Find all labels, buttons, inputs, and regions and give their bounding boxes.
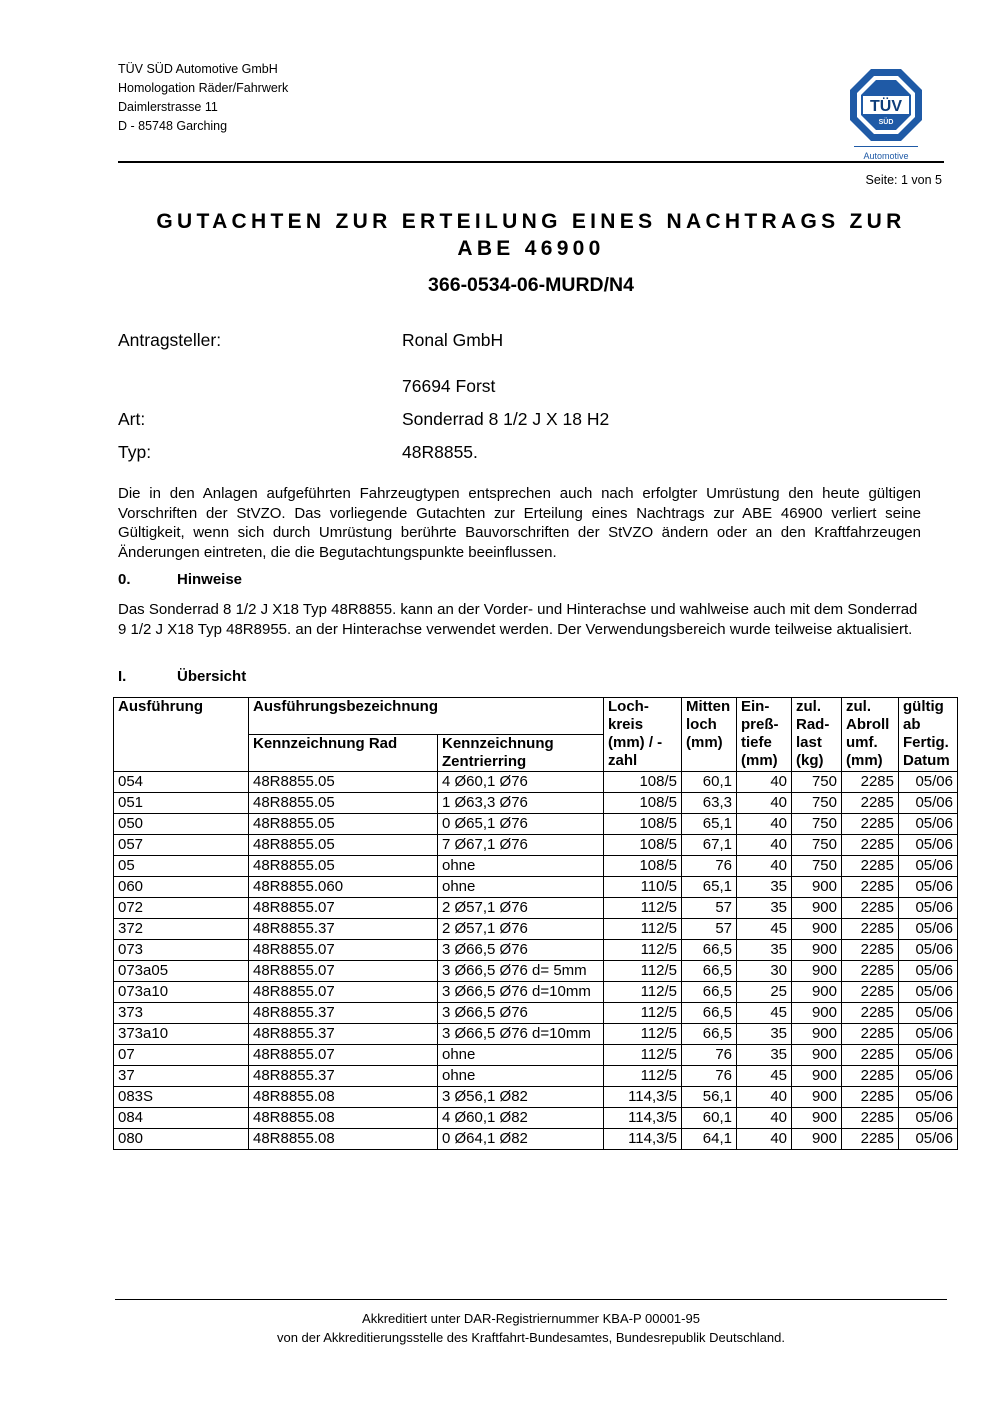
cell-abrollumfang: 2285 (842, 1129, 899, 1150)
cell-radlast: 750 (792, 856, 842, 877)
cell-radlast: 900 (792, 1066, 842, 1087)
cell-kennzeichnung-rad: 48R8855.37 (249, 1003, 438, 1024)
cell-gueltig: 05/06 (899, 1024, 958, 1045)
cell-ausfuehrung: 05 (114, 856, 249, 877)
cell-radlast: 900 (792, 1024, 842, 1045)
cell-mittenloch: 76 (682, 1066, 737, 1087)
page-number: Seite: 1 von 5 (865, 173, 942, 187)
cell-gueltig: 05/06 (899, 919, 958, 940)
cell-kennzeichnung-ring: 1 Ø63,3 Ø76 (438, 793, 604, 814)
table-row (114, 772, 958, 793)
cell-einpresstiefe: 35 (737, 898, 792, 919)
table-row (114, 793, 958, 814)
cell-kennzeichnung-ring: ohne (438, 856, 604, 877)
table-row (114, 919, 958, 940)
cell-mittenloch: 65,1 (682, 877, 737, 898)
cell-lochkreis: 108/5 (604, 856, 682, 877)
cell-einpresstiefe: 40 (737, 835, 792, 856)
intro-paragraph: Die in den Anlagen aufgeführten Fahrzeugtypen entsprechen auch nach erfolgter Umrüstung den heute gültigen Vorschriften der StVZO. Das vorliegende Gutachten zur Erteilung eines Nachtrags zur ABE 46900 verliert seine Gültigkeit, wenn sich durch Umrüstung berührte Bauvorschriften der StVZO ändern oder an den Kraftfahrzeugen Änderungen eintreten, die die Begutachtungspunkte beeinflussen. (118, 485, 921, 561)
type-value: Sonderrad 8 1/2 J X 18 H2 (402, 409, 610, 429)
cell-kennzeichnung-ring: 0 Ø65,1 Ø76 (438, 814, 604, 835)
cell-kennzeichnung-ring: ohne (438, 877, 604, 898)
logo-caption: Automotive (863, 151, 909, 161)
cell-kennzeichnung-rad: 48R8855.07 (249, 1045, 438, 1066)
cell-kennzeichnung-rad: 48R8855.05 (249, 856, 438, 877)
col-header-gueltig: gültig ab Fertig. Datum (899, 698, 958, 772)
cell-ausfuehrung: 080 (114, 1129, 249, 1150)
cell-kennzeichnung-rad: 48R8855.05 (249, 835, 438, 856)
cell-radlast: 900 (792, 982, 842, 1003)
footer (118, 1309, 944, 1347)
col-header-radlast: zul. Rad-last (kg) (792, 698, 842, 772)
cell-radlast: 750 (792, 793, 842, 814)
cell-gueltig: 05/06 (899, 835, 958, 856)
cell-abrollumfang: 2285 (842, 940, 899, 961)
overview-table-body (114, 772, 958, 1150)
table-row (114, 856, 958, 877)
cell-kennzeichnung-ring: 3 Ø66,5 Ø76 (438, 1003, 604, 1024)
cell-radlast: 900 (792, 1129, 842, 1150)
cell-gueltig: 05/06 (899, 793, 958, 814)
cell-lochkreis: 112/5 (604, 1066, 682, 1087)
table-row (114, 1024, 958, 1045)
cell-kennzeichnung-ring: 3 Ø66,5 Ø76 d=10mm (438, 982, 604, 1003)
cell-radlast: 900 (792, 961, 842, 982)
cell-kennzeichnung-rad: 48R8855.08 (249, 1108, 438, 1129)
cell-gueltig: 05/06 (899, 982, 958, 1003)
cell-mittenloch: 66,5 (682, 961, 737, 982)
cell-einpresstiefe: 35 (737, 940, 792, 961)
table-row (114, 1129, 958, 1150)
col-header-abrollumfang: zul. Abroll umf. (mm) (842, 698, 899, 772)
cell-radlast: 750 (792, 772, 842, 793)
table-row (114, 961, 958, 982)
col-header-lochkreis: Loch-kreis (mm) / -zahl (604, 698, 682, 772)
col-header-ausfuehrung: Ausführung (114, 698, 249, 772)
cell-radlast: 900 (792, 1087, 842, 1108)
header-divider (118, 161, 944, 163)
cell-radlast: 900 (792, 877, 842, 898)
col-header-einpresstiefe: Ein-preß-tiefe (mm) (737, 698, 792, 772)
cell-lochkreis: 108/5 (604, 814, 682, 835)
cell-radlast: 900 (792, 919, 842, 940)
cell-radlast: 900 (792, 940, 842, 961)
address-line: D - 85748 Garching (118, 119, 228, 133)
col-header-kennzeichnung-rad: Kennzeichnung Rad (249, 735, 438, 772)
col-header-kennzeichnung-zentrierring: Kennzeichnung Zentrierring (438, 735, 604, 772)
cell-abrollumfang: 2285 (842, 1108, 899, 1129)
table-row (114, 1066, 958, 1087)
cell-kennzeichnung-ring: 4 Ø60,1 Ø76 (438, 772, 604, 793)
cell-kennzeichnung-ring: 2 Ø57,1 Ø76 (438, 898, 604, 919)
cell-einpresstiefe: 45 (737, 1003, 792, 1024)
table-row (114, 877, 958, 898)
cell-einpresstiefe: 35 (737, 1024, 792, 1045)
cell-lochkreis: 110/5 (604, 877, 682, 898)
cell-lochkreis: 114,3/5 (604, 1087, 682, 1108)
cell-gueltig: 05/06 (899, 1003, 958, 1024)
cell-kennzeichnung-ring: 3 Ø56,1 Ø82 (438, 1087, 604, 1108)
cell-lochkreis: 112/5 (604, 982, 682, 1003)
footer-line-1: Akkreditiert unter DAR-Registriernummer KBA-P 00001-95 (362, 1311, 700, 1326)
cell-ausfuehrung: 054 (114, 772, 249, 793)
cell-abrollumfang: 2285 (842, 772, 899, 793)
table-row (114, 1003, 958, 1024)
cell-lochkreis: 112/5 (604, 961, 682, 982)
cell-kennzeichnung-ring: 3 Ø66,5 Ø76 (438, 940, 604, 961)
document-title (118, 208, 944, 262)
cell-mittenloch: 67,1 (682, 835, 737, 856)
cell-gueltig: 05/06 (899, 814, 958, 835)
model-value: 48R8855. (402, 442, 478, 462)
cell-kennzeichnung-ring: 7 Ø67,1 Ø76 (438, 835, 604, 856)
cell-einpresstiefe: 40 (737, 1108, 792, 1129)
cell-kennzeichnung-rad: 48R8855.37 (249, 1024, 438, 1045)
sender-address (118, 60, 288, 136)
cell-gueltig: 05/06 (899, 940, 958, 961)
cell-kennzeichnung-rad: 48R8855.05 (249, 793, 438, 814)
cell-abrollumfang: 2285 (842, 982, 899, 1003)
cell-ausfuehrung: 051 (114, 793, 249, 814)
cell-einpresstiefe: 40 (737, 856, 792, 877)
cell-ausfuehrung: 373 (114, 1003, 249, 1024)
cell-einpresstiefe: 40 (737, 772, 792, 793)
footer-divider (115, 1299, 947, 1300)
cell-lochkreis: 108/5 (604, 793, 682, 814)
cell-einpresstiefe: 25 (737, 982, 792, 1003)
cell-ausfuehrung: 084 (114, 1108, 249, 1129)
cell-mittenloch: 76 (682, 856, 737, 877)
cell-einpresstiefe: 40 (737, 814, 792, 835)
cell-gueltig: 05/06 (899, 1066, 958, 1087)
cell-ausfuehrung: 073a10 (114, 982, 249, 1003)
cell-gueltig: 05/06 (899, 1087, 958, 1108)
cell-gueltig: 05/06 (899, 1045, 958, 1066)
cell-kennzeichnung-rad: 48R8855.060 (249, 877, 438, 898)
logo-text-mid: SÜD (878, 119, 894, 126)
cell-einpresstiefe: 40 (737, 1087, 792, 1108)
cell-kennzeichnung-ring: 3 Ø66,5 Ø76 d= 5mm (438, 961, 604, 982)
title-line-1: GUTACHTEN ZUR ERTEILUNG EINES NACHTRAGS ZUR (156, 210, 906, 233)
cell-kennzeichnung-rad: 48R8855.08 (249, 1087, 438, 1108)
cell-kennzeichnung-rad: 48R8855.07 (249, 961, 438, 982)
cell-mittenloch: 66,5 (682, 1003, 737, 1024)
type-label: Art: (118, 409, 146, 429)
cell-einpresstiefe: 35 (737, 1045, 792, 1066)
cell-kennzeichnung-ring: ohne (438, 1045, 604, 1066)
cell-kennzeichnung-rad: 48R8855.37 (249, 1066, 438, 1087)
tuev-logo-icon (846, 66, 926, 162)
cell-ausfuehrung: 372 (114, 919, 249, 940)
applicant-name: Ronal GmbH (402, 330, 504, 350)
footer-line-2: von der Akkreditierungsstelle des Kraftfahrt-Bundesamtes, Bundesrepublik Deutschland. (276, 1330, 785, 1345)
cell-kennzeichnung-rad: 48R8855.07 (249, 982, 438, 1003)
section-0-number: 0. (118, 571, 131, 588)
col-header-mittenloch: Mitten loch (mm) (682, 698, 737, 772)
cell-lochkreis: 112/5 (604, 898, 682, 919)
cell-gueltig: 05/06 (899, 961, 958, 982)
cell-radlast: 900 (792, 1045, 842, 1066)
cell-kennzeichnung-ring: ohne (438, 1066, 604, 1087)
cell-gueltig: 05/06 (899, 877, 958, 898)
cell-lochkreis: 114,3/5 (604, 1129, 682, 1150)
cell-einpresstiefe: 35 (737, 877, 792, 898)
cell-radlast: 900 (792, 1003, 842, 1024)
cell-radlast: 900 (792, 1108, 842, 1129)
table-row (114, 1087, 958, 1108)
cell-abrollumfang: 2285 (842, 1003, 899, 1024)
cell-lochkreis: 108/5 (604, 772, 682, 793)
cell-mittenloch: 60,1 (682, 1108, 737, 1129)
cell-abrollumfang: 2285 (842, 898, 899, 919)
section-1-title: Übersicht (177, 668, 247, 685)
cell-gueltig: 05/06 (899, 856, 958, 877)
cell-mittenloch: 76 (682, 1045, 737, 1066)
cell-mittenloch: 66,5 (682, 940, 737, 961)
document-number: 366-0534-06-MURD/N4 (428, 274, 634, 296)
cell-kennzeichnung-ring: 4 Ø60,1 Ø82 (438, 1108, 604, 1129)
cell-lochkreis: 112/5 (604, 1024, 682, 1045)
cell-radlast: 750 (792, 835, 842, 856)
cell-abrollumfang: 2285 (842, 814, 899, 835)
cell-ausfuehrung: 072 (114, 898, 249, 919)
cell-lochkreis: 112/5 (604, 919, 682, 940)
applicant-label: Antragsteller: (118, 330, 222, 350)
cell-mittenloch: 63,3 (682, 793, 737, 814)
cell-einpresstiefe: 40 (737, 1129, 792, 1150)
address-line: Homologation Räder/Fahrwerk (118, 81, 289, 95)
title-line-2: ABE 46900 (457, 237, 605, 260)
section-0-title: Hinweise (177, 571, 243, 588)
cell-radlast: 750 (792, 814, 842, 835)
cell-kennzeichnung-rad: 48R8855.37 (249, 919, 438, 940)
table-row (114, 835, 958, 856)
cell-kennzeichnung-rad: 48R8855.05 (249, 814, 438, 835)
cell-ausfuehrung: 07 (114, 1045, 249, 1066)
table-row (114, 1108, 958, 1129)
cell-abrollumfang: 2285 (842, 793, 899, 814)
table-row (114, 982, 958, 1003)
cell-ausfuehrung: 083S (114, 1087, 249, 1108)
cell-gueltig: 05/06 (899, 1129, 958, 1150)
tuev-logo (846, 66, 926, 162)
cell-ausfuehrung: 050 (114, 814, 249, 835)
cell-kennzeichnung-ring: 0 Ø64,1 Ø82 (438, 1129, 604, 1150)
cell-einpresstiefe: 40 (737, 793, 792, 814)
cell-abrollumfang: 2285 (842, 1024, 899, 1045)
cell-mittenloch: 57 (682, 919, 737, 940)
cell-radlast: 900 (792, 898, 842, 919)
applicant-city: 76694 Forst (402, 376, 496, 396)
cell-gueltig: 05/06 (899, 898, 958, 919)
cell-ausfuehrung: 373a10 (114, 1024, 249, 1045)
cell-abrollumfang: 2285 (842, 1045, 899, 1066)
cell-mittenloch: 66,5 (682, 1024, 737, 1045)
table-row (114, 1045, 958, 1066)
cell-kennzeichnung-rad: 48R8855.08 (249, 1129, 438, 1150)
cell-kennzeichnung-rad: 48R8855.07 (249, 940, 438, 961)
cell-ausfuehrung: 073a05 (114, 961, 249, 982)
cell-kennzeichnung-rad: 48R8855.07 (249, 898, 438, 919)
cell-abrollumfang: 2285 (842, 877, 899, 898)
section-1-number: I. (118, 668, 127, 685)
cell-einpresstiefe: 45 (737, 1066, 792, 1087)
cell-kennzeichnung-rad: 48R8855.05 (249, 772, 438, 793)
cell-lochkreis: 114,3/5 (604, 1108, 682, 1129)
cell-gueltig: 05/06 (899, 772, 958, 793)
logo-text-top: TÜV (870, 98, 902, 115)
col-header-bezeichnung: Ausführungsbezeichnung (249, 698, 604, 735)
cell-ausfuehrung: 057 (114, 835, 249, 856)
cell-abrollumfang: 2285 (842, 1087, 899, 1108)
cell-abrollumfang: 2285 (842, 961, 899, 982)
table-row (114, 898, 958, 919)
cell-kennzeichnung-ring: 3 Ø66,5 Ø76 d=10mm (438, 1024, 604, 1045)
cell-einpresstiefe: 30 (737, 961, 792, 982)
cell-abrollumfang: 2285 (842, 835, 899, 856)
cell-abrollumfang: 2285 (842, 856, 899, 877)
cell-gueltig: 05/06 (899, 1108, 958, 1129)
overview-table (113, 697, 958, 1150)
address-line: Daimlerstrasse 11 (118, 100, 218, 114)
cell-mittenloch: 56,1 (682, 1087, 737, 1108)
cell-mittenloch: 60,1 (682, 772, 737, 793)
cell-ausfuehrung: 073 (114, 940, 249, 961)
cell-lochkreis: 112/5 (604, 1003, 682, 1024)
address-line: TÜV SÜD Automotive GmbH (118, 62, 278, 76)
cell-mittenloch: 57 (682, 898, 737, 919)
model-label: Typ: (118, 442, 152, 462)
cell-mittenloch: 64,1 (682, 1129, 737, 1150)
cell-kennzeichnung-ring: 2 Ø57,1 Ø76 (438, 919, 604, 940)
cell-ausfuehrung: 37 (114, 1066, 249, 1087)
cell-einpresstiefe: 45 (737, 919, 792, 940)
cell-mittenloch: 66,5 (682, 982, 737, 1003)
cell-abrollumfang: 2285 (842, 1066, 899, 1087)
table-row (114, 940, 958, 961)
cell-lochkreis: 108/5 (604, 835, 682, 856)
table-row (114, 814, 958, 835)
section-0-text: Das Sonderrad 8 1/2 J X18 Typ 48R8855. kann an der Vorder- und Hinterachse und wahlweise auch mit dem Sonderrad 9 1/2 J X18 Typ 48R8955. an der Hinterachse verwendet werden. Der Verwendungsbereich wurde teilweise aktualisiert. (118, 601, 918, 638)
cell-lochkreis: 112/5 (604, 1045, 682, 1066)
cell-lochkreis: 112/5 (604, 940, 682, 961)
cell-ausfuehrung: 060 (114, 877, 249, 898)
cell-abrollumfang: 2285 (842, 919, 899, 940)
cell-mittenloch: 65,1 (682, 814, 737, 835)
